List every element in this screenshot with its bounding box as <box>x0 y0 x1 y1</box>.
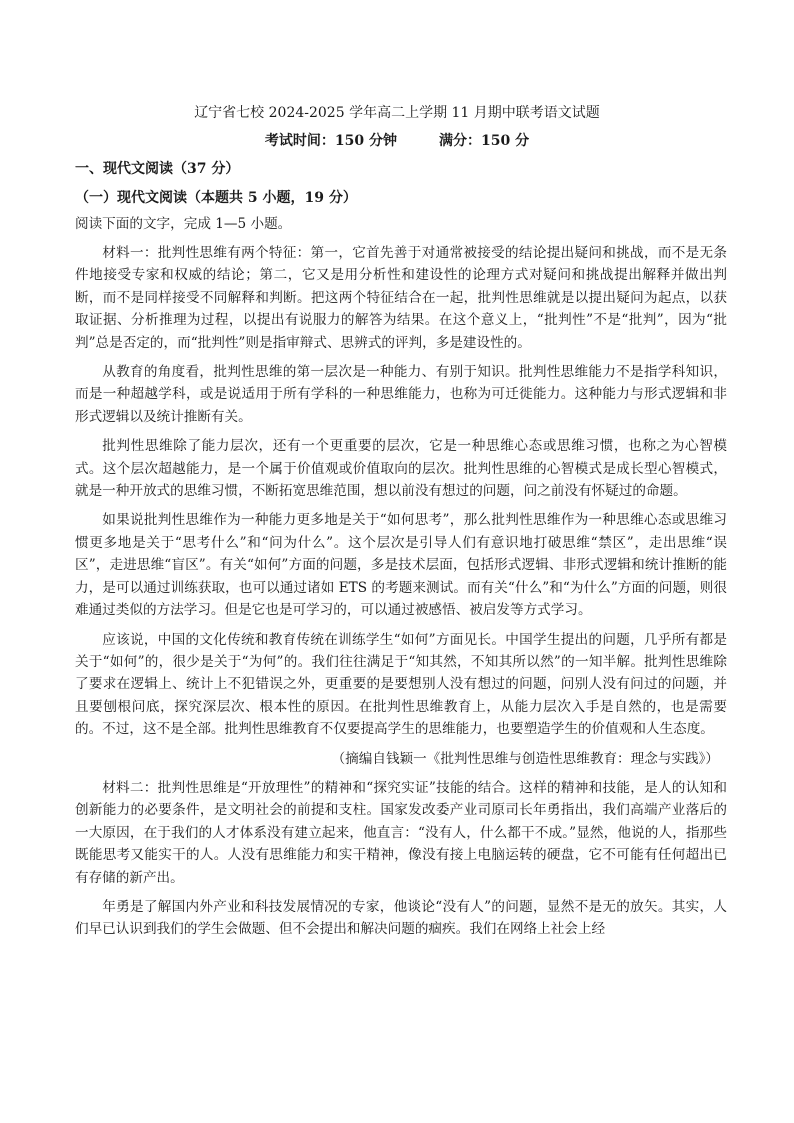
paragraph: 材料一：批判性思维有两个特征：第一，它首先善于对通常被接受的结论提出疑问和挑战，而不是无条件地接受专家和权威的结论；第二，它又是用分析性和建设性的论理方式对疑问和挑战提出解释并做出判断，而不是同样接受不同解释和判断。把这两个特征结合在一起，批判性思维就是以提出疑问为起点，以获取证据、分析推理为过程，以提出有说服力的解答为结果。在这个意义上，“批判性”不是“批判”，因为“批判”总是否定的，而“批判性”则是指审辩式、思辨式的评判，多是建设性的。 <box>75 245 727 351</box>
paragraph: 批判性思维除了能力层次，还有一个更重要的层次，它是一种思维心态或思维习惯，也称之为心智模式。这个层次超越能力，是一个属于价值观或价值取向的层次。批判性思维的心智模式是成长型心智模式，就是一种开放式的思维习惯，不断拓宽思维范围，想以前没有想过的问题，问之前没有怀疑过的命题。 <box>75 438 727 500</box>
paragraph: 如果说批判性思维作为一种能力更多地是关于“如何思考”，那么批判性思维作为一种思维心态或思维习惯更多地是关于“思考什么”和“问为什么”。这个层次是引导人们有意识地打破思维“禁区”，走出思维“误区”，走进思维“盲区”。有关“如何”方面的问题，多是技术层面，包括形式逻辑、非形式逻辑和统计推断的能力，是可以通过训练获取，也可以通过诸如 ETS 的考题来测试。而有关“什么”和“为什么”方面的问题，则很难通过类似的方法学习。但是它也是可学习的，可以通过被感悟、被启发等方式学习。 <box>75 512 727 619</box>
reading-instruction: 阅读下面的文字，完成 1—5 小题。 <box>75 216 292 232</box>
exam-info <box>0 130 794 150</box>
paragraph: 年勇是了解国内外产业和科技发展情况的专家，他谈论“没有人”的问题，显然不是无的放矢。其实，人们早已认识到我们的学生会做题、但不会提出和解决问题的痼疾。我们在网络上社会上经 <box>75 898 727 938</box>
source-citation: （摘编自钱颖一《批判性思维与创造性思维教育：理念与实践》） <box>331 750 719 767</box>
section-heading: 一、现代文阅读（37 分） <box>75 161 240 177</box>
exam-score: 满分：150 分 <box>439 133 530 149</box>
paragraph: 应该说，中国的文化传统和教育传统在训练学生“如何”方面见长。中国学生提出的问题，几乎所有都是关于“如何”的，很少是关于“为何”的。我们往往满足于“知其然，不知其所以然”的一知半解。批判性思维除了要求在逻辑上、统计上不犯错误之外，更重要的是要想别人没有想过的问题，问别人没有问过的问题，并且要刨根问底，探究深层次、根本性的原因。在批判性思维教育上，从能力层次入手是自然的，也是需要的。不过，这不是全部。批判性思维教育不仅要提高学生的思维能力，也要塑造学生的价值观和人生态度。 <box>75 631 727 738</box>
reading-passage <box>75 242 727 948</box>
exam-time: 考试时间：150 分钟 <box>264 133 397 149</box>
paragraph: 材料二：批判性思维是“开放理性”的精神和“探究实证”技能的结合。这样的精神和技能，是人的认知和创新能力的必要条件，是文明社会的前提和支柱。国家发改委产业司原司长年勇指出，我们高端产业落后的一大原因，在于我们的人才体系没有建立起来，他直言：“没有人，什么都干不成。”显然，他说的人，指那些既能思考又能实干的人。人没有思维能力和实干精神，像没有接上电脑运转的硬盘，它不可能有任何超出已有存储的新产出。 <box>75 779 727 886</box>
paragraph: 从教育的角度看，批判性思维的第一层次是一种能力、有别于知识。批判性思维能力不是指学科知识，而是一种超越学科，或是说适用于所有学科的一种思维能力，也称为可迁徙能力。这种能力与形式逻辑和非形式逻辑以及统计推断有关。 <box>75 364 727 425</box>
exam-title: 辽宁省七校 2024-2025 学年高二上学期 11 月期中联考语文试题 <box>194 105 600 121</box>
subsection-heading: （一）现代文阅读（本题共 5 小题，19 分） <box>75 190 357 206</box>
